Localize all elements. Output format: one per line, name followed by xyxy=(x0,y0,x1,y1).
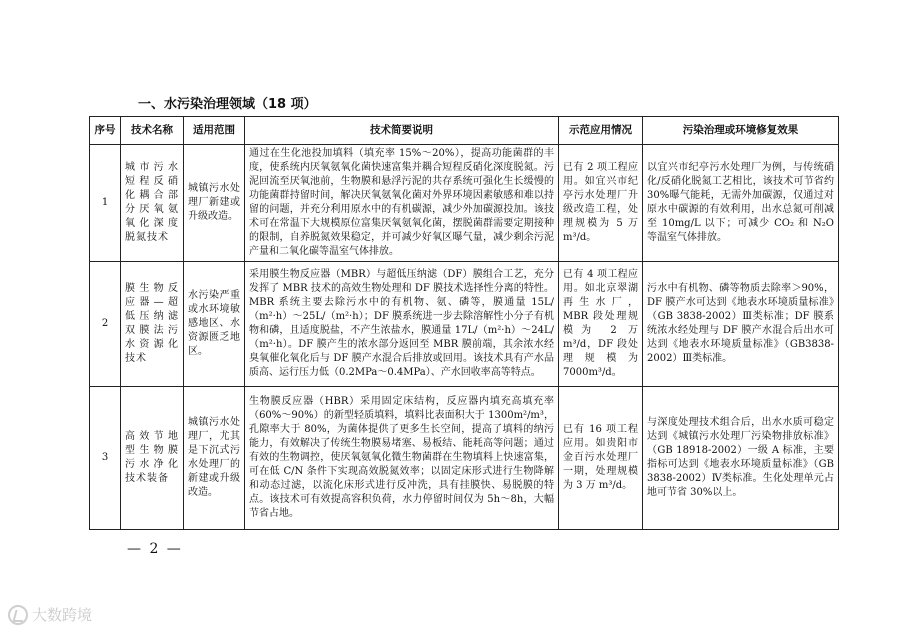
header-tech-name: 技术名称 xyxy=(121,117,184,145)
cell-scope: 城镇污水处理厂新建或升级改造。 xyxy=(184,145,245,262)
header-demo: 示范应用情况 xyxy=(559,117,643,145)
cell-demo: 已有 16 项工程应用。如贵阳市金百污水处理厂一期，处理规模为 3 万 m³/d。 xyxy=(559,387,643,530)
table-header-row xyxy=(90,117,839,145)
table-row xyxy=(90,387,839,530)
cell-description: 通过在生化池投加填料（填充率 15%～20%），提高功能菌群的丰度，使系统内厌氧氨氧化菌快速富集并耦合短程反硝化深度脱氮。污泥回流至厌氧池前，生物膜和悬浮污泥的共存系统可强化生长缓慢的功能菌群持留时间，解决厌氧氨氧化菌对外界环境因素敏感和难以持留的问题，并充分利用原水中的有机碳源，减少外加碳源投加。该技术可在常温下大规模原位富集厌氧氨氧化菌，摆脱菌群需要定期接种的限制，自养脱氮效果稳定，并可减少好氧区曝气量，减少剩余污泥产量和二氧化碳等温室气体排放。 xyxy=(245,145,559,262)
cell-tech-name: 城市污水短程反硝化耦合部分厌氧氨氧化深度脱氮技术 xyxy=(121,145,184,262)
watermark xyxy=(8,604,92,625)
cell-effect: 与深度处理技术组合后，出水水质可稳定达到《城镇污水处理厂污染物排放标准》（GB 18918-2002）一级 A 标准，主要指标可达到《地表水环境质量标准》（GB 3838-2002）Ⅳ类标准。生化处理单元占地可节省 30%以上。 xyxy=(643,387,839,530)
technology-table xyxy=(89,116,839,530)
header-scope: 适用范围 xyxy=(184,117,245,145)
cell-scope: 水污染严重或水环境敏感地区、水资源匮乏地区。 xyxy=(184,262,245,387)
watermark-text: 大数跨境 xyxy=(32,606,93,624)
table-row xyxy=(90,145,839,262)
page-number: — 2 — xyxy=(127,541,183,557)
cell-description: 生物膜反应器（HBR）采用固定床结构，反应器内填充高填充率（60%～90%）的新型轻质填料，填料比表面积大于 1300m²/m³，孔隙率大于 80%，为菌体提供了更多生长空间，提高了填料的纳污能力，有效解决了传统生物膜易堵塞、易板结、能耗高等问题；通过有效的生物调控，使厌氧氨氧化微生物菌群在生物填料上快速富集，可在低 C/N 条件下实现高效脱氮效率；以固定床形式进行生物降解和动态过滤，以流化床形式进行反冲洗，具有挂膜快、易脱膜的特点。该技术可有效提高容积负荷，水力停留时间仅为 5h～8h，大幅节省占地。 xyxy=(245,387,559,530)
cell-scope: 城镇污水处理厂，尤其是下沉式污水处理厂的新建或升级改造。 xyxy=(184,387,245,530)
watermark-logo-icon xyxy=(8,605,28,625)
cell-seq: 3 xyxy=(90,387,121,530)
cell-description: 采用膜生物反应器（MBR）与超低压纳滤（DF）膜组合工艺，充分发挥了 MBR 技术的高效生物处理和 DF 膜技术选择性分离的特性。MBR 系统主要去除污水中的有机物、氨、磷等，膜通量 15L/（m²·h）～25L/（m²·h）；DF 膜系统进一步去除溶解性小分子有机物和磷，且适度脱盐，不产生浓盐水，膜通量 17L/（m²·h）～24L/（m²·h）。DF 膜产生的浓水部分返回至 MBR 膜前端，其余浓水经臭氧催化氧化后与 DF 膜产水混合后排放或回用。该技术具有产水品质高、运行压力低（0.2MPa～0.4MPa）、产水回收率高等特点。 xyxy=(245,262,559,387)
cell-tech-name: 高效节地型生物膜污水净化技术装备 xyxy=(121,387,184,530)
header-effect: 污染治理或环境修复效果 xyxy=(643,117,839,145)
cell-effect: 以宜兴市纪亭污水处理厂为例，与传统硝化/反硝化脱氮工艺相比，该技术可节省约 30%曝气能耗，无需外加碳源，仅通过对原水中碳源的有效利用，出水总氮可削减至 10mg/L 以下；可减少 CO₂ 和 N₂O 等温室气体排放。 xyxy=(643,145,839,262)
header-description: 技术简要说明 xyxy=(245,117,559,145)
table-row xyxy=(90,262,839,387)
cell-tech-name: 膜生物反应器—超低压纳滤双膜法污水资源化技术 xyxy=(121,262,184,387)
header-seq: 序号 xyxy=(90,117,121,145)
cell-seq: 1 xyxy=(90,145,121,262)
cell-seq: 2 xyxy=(90,262,121,387)
section-title: 一、水污染治理领域（18 项） xyxy=(138,97,317,112)
cell-demo: 已有 4 项工程应用。如北京翠湖再生水厂，MBR 段处理规模为 2 万 m³/d，DF 段处理规模为 7000m³/d。 xyxy=(559,262,643,387)
cell-demo: 已有 2 项工程应用。如宜兴市纪亭污水处理厂升级改造工程，处理规模为 5 万 m³/d。 xyxy=(559,145,643,262)
cell-effect: 污水中有机物、磷等物质去除率＞90%，DF 膜产水可达到《地表水环境质量标准》（GB 3838-2002）Ⅲ类标准；DF 膜系统浓水经处理与 DF 膜产水混合后出水可达到《地表水环境质量标准》（GB3838-2002）Ⅲ类标准。 xyxy=(643,262,839,387)
